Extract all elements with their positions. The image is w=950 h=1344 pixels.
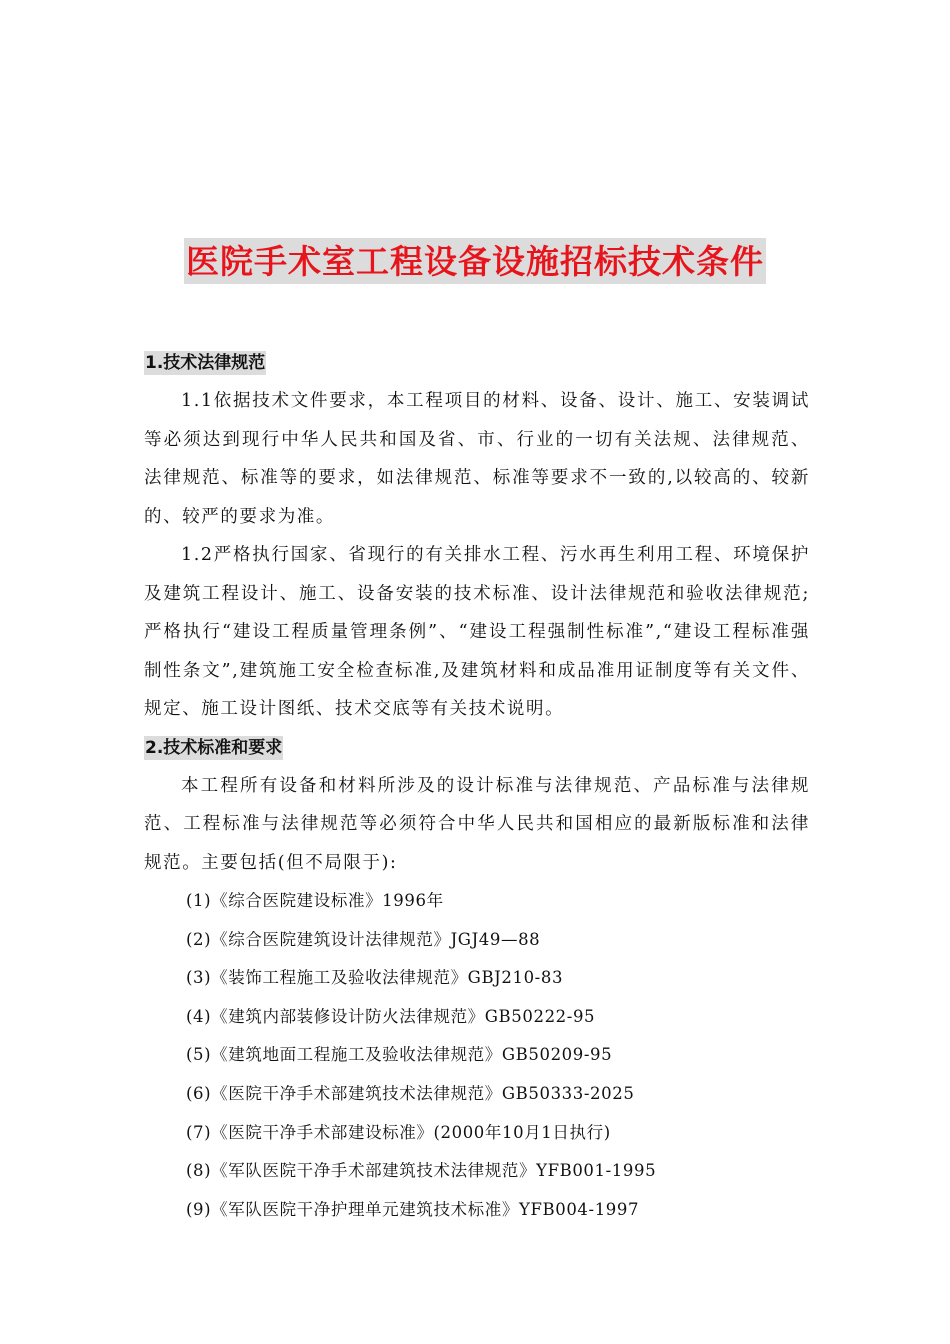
standards-list-item: (1)《综合医院建设标准》1996年 [186, 891, 444, 910]
section-2-paragraph-1: 本工程所有设备和材料所涉及的设计标准与法律规范、产品标准与法律规范、工程标准与法律规范等必须符合中华人民共和国相应的最新版标准和法律规范。主要包括(但不局限于): [144, 775, 810, 873]
section-1-heading: 1.技术法律规范 [145, 353, 266, 373]
section-1-paragraph-1: 1.1依据技术文件要求，本工程项目的材料、设备、设计、施工、安装调试等必须达到现行中华人民共和国及省、市、行业的一切有关法规、法律规范、法律规范、标准等的要求，如法律规范、标准等要求不一致的,以较高的、较新的、较严的要求为准。 [144, 391, 810, 527]
standards-list-item: (8)《军队医院干净手术部建筑技术法律规范》YFB001-1995 [186, 1161, 657, 1181]
standards-list-item: (4)《建筑内部装修设计防火法律规范》GB50222-95 [186, 1006, 596, 1026]
section-2-heading: 2.技术标准和要求 [145, 737, 283, 758]
standards-list-item: (6)《医院干净手术部建筑技术法律规范》GB50333-2025 [186, 1083, 635, 1103]
title-container [0, 238, 950, 284]
standards-list-item: (5)《建筑地面工程施工及验收法律规范》GB50209-95 [186, 1045, 613, 1065]
section-1-heading-row [144, 344, 810, 382]
standards-list [144, 882, 810, 1229]
section-2-heading-row [144, 729, 810, 767]
standards-list-item: (7)《医院干净手术部建设标准》(2000年10月1日执行) [186, 1122, 611, 1142]
standards-list-item: (2)《综合医院建筑设计法律规范》JGJ49—88 [186, 929, 541, 949]
section-1-paragraph-2: 1.2严格执行国家、省现行的有关排水工程、污水再生利用工程、环境保护及建筑工程设计、施工、设备安装的技术标准、设计法律规范和验收法律规范;严格执行“建设工程质量管理条例”、“建设工程强制性标准”,“建设工程标准强制性条文”,建筑施工安全检查标准,及建筑材料和成品准用证制度等有关文件、规定、施工设计图纸、技术交底等有关技术说明。 [144, 545, 810, 719]
document-title: 医院手术室工程设备设施招标技术条件 [184, 238, 766, 284]
standards-list-item: (9)《军队医院干净护理单元建筑技术标准》YFB004-1997 [186, 1199, 640, 1219]
standards-list-item: (3)《装饰工程施工及验收法律规范》GBJ210-83 [186, 968, 564, 988]
document-body [144, 344, 810, 1229]
